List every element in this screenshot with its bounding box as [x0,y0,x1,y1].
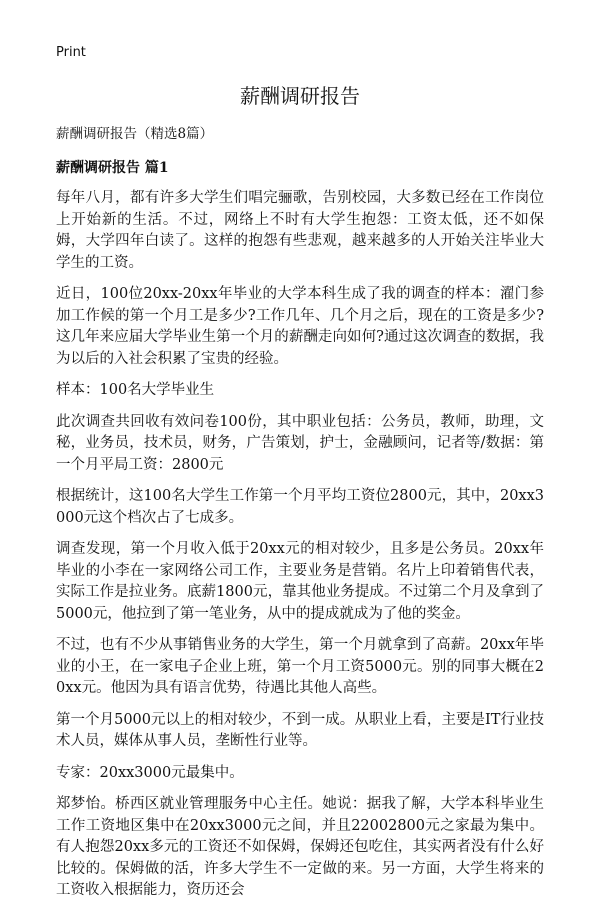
paragraph-high-income: 第一个月5000元以上的相对较少，不到一成。从职业上看，主要是IT行业技术人员，媒体从事人员，垄断性行业等。 [56,711,544,749]
section-heading: 薪酬调研报告 篇1 [56,160,169,176]
paragraph-occupations: 此次调查共回收有效问卷100份，其中职业包括：公务员，教师，助理，文秘，业务员，技术员，财务，广告策划，护士，金融顾问，记者等/数据：第一个月平局工资：2800元 [56,413,544,473]
paragraph-expert-label: 专家：20xx3000元最集中。 [56,764,244,781]
document-title: 薪酬调研报告 [240,84,360,108]
document-subtitle: 薪酬调研报告（精选8篇） [56,126,214,142]
paragraph-sales-salary: 不过，也有不少从事销售业务的大学生，第一个月就拿到了高薪。20xx年毕业的小王，在一家电子企业上班，第一个月工资5000元。别的同事大概在20xx元。他因为具有语言优势，待遇比其他人高些。 [56,637,544,696]
paragraph-expert-quote: 郑梦怡。桥西区就业管理服务中心主任。她说：据我了解，大学本科毕业生工作工资地区集中在20xx3000元之间，并且22002800元之家最为集中。有人抱怨20xx多元的工资还不如保姆，保姆还包吃住，其实两者没有什么好比较的。保姆做的活，许多大学生不一定做的来。另一方面，大学生将来的工资收入根据能力，资历还会 [56,796,544,898]
paragraph-sample-label: 样本：100名大学毕业生 [56,382,215,398]
paragraph-findings: 调查发现，第一个月收入低于20xx元的相对较少，且多是公务员。20xx年毕业的小李在一家网络公司工作，主要业务是营销。名片上印着销售代表，实际工作是拉业务。底薪1800元，靠其他业务提成。不过第二个月及拿到了5000元，他拉到了第一笔业务，从中的提成就成为了他的奖金。 [56,541,544,622]
paragraph-intro: 每年八月，都有许多大学生们唱完骊歌，告别校园，大多数已经在工作岗位上开始新的生活。不过，网络上不时有大学生抱怨：工资太低，还不如保姆，大学四年白读了。这样的抱怨有些悲观，越来越多的人开始关注毕业大学生的工资。 [56,190,544,271]
paragraph-statistics: 根据统计，这100名大学生工作第一个月平均工资位2800元，其中，20xx3000元这个档次占了七成多。 [56,488,544,526]
paragraph-survey-sample: 近日，100位20xx-20xx年毕业的大学本科生成了我的调查的样本：濯门参加工作候的第一个月工是多少?工作几年、几个月之后，现在的工资是多少?这几年来应届大学毕业生第一个月的薪酬走向如何?通过这次调查的数据，我为以后的入社会积累了宝贵的经验。 [56,286,544,367]
print-label: Print [56,45,86,60]
